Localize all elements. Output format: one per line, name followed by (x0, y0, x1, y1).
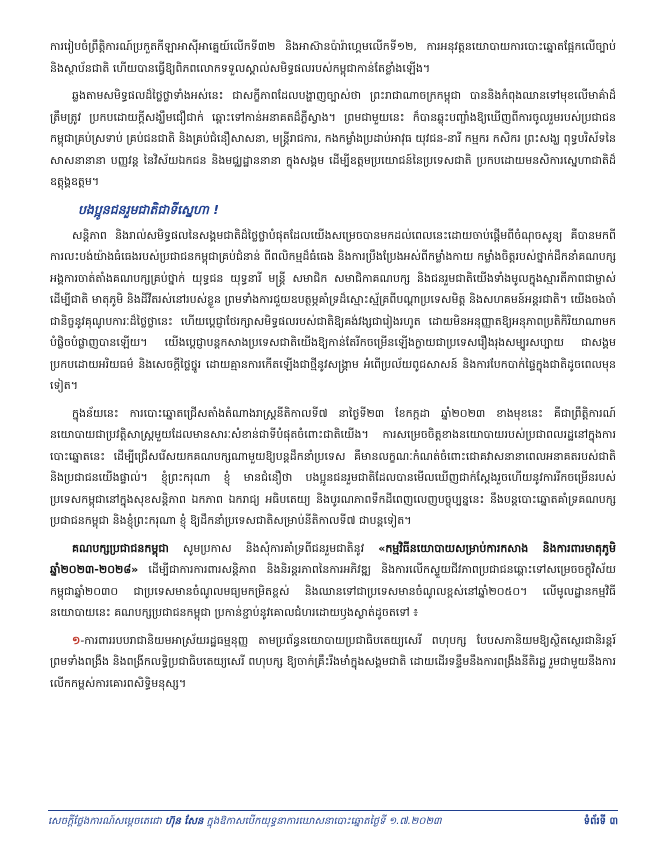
paragraph-6-text: -ការពាររបបរាជានិយមអាស្រ័យរដ្ឋធម្មនុញ្ញ តាមប្រព័ន្ធនយោបាយប្រជាធិបតេយ្យសេរី ពហុបក្ស បែបសភានិយមឱ្យស្ថិតស្ថេរជានិរន្តរ៍ ព្រមទាំងពង្រឹង និងពង្រីកលទ្ធិប្រជាធិបតេយ្យសេរី ពហុបក្ស ឱ្យចាក់គ្រឹះរឹងមាំក្នុងសង្គមជាតិ ដោយដើរទន្ទឹមនឹងការពង្រឹងនីតិរដ្ឋ រួមជាមួយនឹងការលើកកម្ពស់ការគោរពសិទ្ធិមនុស្ស។ (50, 633, 616, 690)
document-body (50, 36, 616, 700)
section-heading: បងប្អូនជនរួមជាតិជាទីស្នេហា ! (78, 201, 219, 217)
paragraph-4: ក្នុងន័យនេះ ការបោះឆ្នោតជ្រើសតាំងតំណាងរាស្ត្រនីតិកាលទី៧ នាថ្ងៃទី២៣ ខែកក្កដា ឆ្នាំ២០២៣ ខាងមុខនេះ គឺជាព្រឹត្តិការណ៍នយោបាយជាប្រវត្តិសាស្ត្រមួយដែលមានសារៈសំខាន់ជាទីបំផុតចំពោះជាតិយើង។ ការសម្រេចចិត្តខាងនយោបាយរបស់ប្រជាពលរដ្ឋនៅក្នុងការបោះឆ្នោតនេះ ដើម្បីជ្រើសរើសយកគណបក្សណាមួយឱ្យបន្តដឹកនាំប្រទេស គឺមានលក្ខណៈកំណត់ចំពោះជោគវាសនានាពេលអនាគតរបស់ជាតិ និងប្រជាជនយើងផ្ទាល់។ ខ្ញុំព្រះករុណា ខ្ញុំ មានជំនឿថា បងប្អូនជនរួមជាតិដែលបានមើលឃើញជាក់ស្តែងរួចហើយនូវការរីកចម្រើនរបស់ប្រទេសកម្ពុជានៅក្នុងសុខសន្តិភាព ឯកភាព ឯករាជ្យ អធិបតេយ្យ និងបូរណភាពទឹកដីពេញលេញបច្ចុប្បន្ននេះ នឹងបន្តបោះឆ្នោតគាំទ្រគណបក្សប្រជាជនកម្ពុជា និងខ្ញុំព្រះករុណា ខ្ញុំ ឱ្យដឹកនាំប្រទេសជាតិសម្រាប់នីតិកាលទី៧ ជាបន្តទៀត។ (50, 406, 616, 527)
program-title-bold: «កម្មវិធីនយោបាយសម្រាប់ការកសាង និងការពារមាតុភូមិឆ្នាំ២០២៣-២០២៨» (50, 541, 616, 576)
page-footer (48, 814, 618, 829)
paragraph-5 (50, 538, 616, 624)
paragraph-5-text-b: ដើម្បីជាការការពារសន្តិភាព និងនិរន្តរភាពនៃការអភិវឌ្ឍ និងការលើកស្ទួយជីវភាពប្រជាជនឆ្ពោះទៅសម្រេចចក្ខុវិស័យកម្ពុជាឆ្នាំ២០៣០ ជាប្រទេសមានចំណូលមធ្យមកម្រិតខ្ពស់ និងឈានទៅជាប្រទេសមានចំណូលខ្ពស់នៅឆ្នាំ២០៥០។ លើមូលដ្ឋានកម្មវិធីនយោបាយនេះ គណបក្សប្រជាជនកម្ពុជា ប្រកាន់ខ្ជាប់នូវគោលជំហរដោយឫងស្ងាត់ដូចតទៅ ៖ (50, 563, 616, 619)
footer-title-bold: ហ៊ុន សែន (164, 816, 204, 827)
footer-title-a: សេចក្តីថ្លែងការណ៍សម្តេចតេជោ (48, 816, 165, 827)
paragraph-1: ការរៀបចំព្រឹត្តិការណ៍ប្រកួតកីឡាអាស៊ីអាគ្នេយ៍លើកទី៣២ និងអាស៊ានប៉ារ៉ាហ្គេមលើកទី១២, ការអនុវត្តនយោបាយការបោះឆ្នោតផ្អែកលើច្បាប់ និងស្ថាប័នជាតិ ហើយបានធ្វើឱ្យពិភពលោកទទួលស្គាល់សមិទ្ធផលរបស់កម្ពុជាកាន់តែខ្លាំងឡើង។ (50, 40, 616, 75)
paragraph-2: ឆ្លងតាមសមិទ្ធផលដ៏ថ្លៃថ្លាទាំងអស់នេះ ជាសក្ខីភាពដែលបង្ហាញច្បាស់ថា ព្រះរាជាណាចក្រកម្ពុជា បាននិងកំពុងឈានទៅមុខលើមាគ៌ាដ៏ត្រឹមត្រូវ ប្រកបដោយក្តីសង្ឃឹមជឿជាក់ ឆ្ពោះទៅកាន់អនាគតដ៏ភ្លឺស្វាង។ ព្រមជាមួយនេះ ក៏បានឆ្លុះបញ្ចាំងឱ្យឃើញពីការចូលរួមរបស់ប្រជាជនកម្ពុជាគ្រប់ស្រទាប់ គ្រប់ជនជាតិ និងគ្រប់ជំនឿសាសនា, មន្ត្រីរាជការ, កងកម្លាំងប្រដាប់អាវុធ យុវជន-នារី កម្មករ កសិករ ព្រះសង្ឃ ពុទ្ធបរិស័ទនៃសាសនានានា បញ្ញវន្ត នៃវិស័យឯកជន និងមជ្ឈដ្ឋាននានា ក្នុងសង្គម ដើម្បីឧត្តមប្រយោជន៍នៃប្រទេសជាតិ ប្រកបដោយមនសិការស្នេហាជាតិដ៏ឧត្តុង្គឧត្តម។ (50, 89, 616, 188)
list-number: ១ (72, 633, 81, 647)
footer-divider (48, 810, 618, 811)
footer-title-b: ក្នុងឱកាសបើកយុទ្ធនាការឃោសនាបោះឆ្នោតថ្ងៃទី ១.៧.២០២៣ (203, 816, 442, 827)
paragraph-6 (50, 630, 616, 695)
footer-title (48, 814, 442, 829)
page-number: ទំព័រទី ៣ (583, 816, 618, 827)
party-name-bold: គណបក្សប្រជាជនកម្ពុជា (72, 541, 169, 555)
paragraph-3: សន្តិភាព និងរាល់សមិទ្ធផលនៃសង្គមជាតិដ៏ថ្លៃថ្លាបំផុតដែលយើងសម្រេចបានមកដល់ពេលនេះដោយចាប់ផ្តើមពីចំណុចសូន្យ គឺបានមកពីការលះបង់យ៉ាងធំធេងរបស់ប្រជាជនកម្ពុជាគ្រប់ជំនាន់ ពីពលិកម្មដ៏ធំធេង និងការប្រឹងប្រែងអស់ពីកម្លាំងកាយ កម្លាំងចិត្តរបស់ថ្នាក់ដឹកនាំគណបក្ស អង្គការចាត់តាំងគណបក្សគ្រប់ថ្នាក់ យុទ្ធជន យុទ្ធនារី មន្ត្រី សមាជិក សមាជិកាគណបក្ស និងជនរួមជាតិយើងទាំងមូលក្នុងស្មារតីភាពជាម្ចាស់ដើម្បីជាតិ មាតុភូមិ និងដីវីតរស់នៅរបស់ខ្លួន ព្រមទាំងការជួយឧបត្ថម្ភគាំទ្រដ៏ស្មោះស្ម័គ្រពីបណ្តាប្រទេសមិត្ត និងសហគមន៍អន្តរជាតិ។ យើងចងចាំជានិច្ចនូវគុណូបការៈដ៏ថ្លៃថ្លានេះ ហើយប្តេជ្ញាថែរក្សាសមិទ្ធផលរបស់ជាតិឱ្យគង់វង្សជារៀងរហូត ដោយមិនអនុញ្ញាតឱ្យអនុភាពប្រតិកិរិយាណាមកបំផ្លិចបំផ្លាញបានឡើយ។ យើងប្តេជ្ញាបន្តកសាងប្រទេសជាតិយើងឱ្យកាន់តែរីកចម្រើនឡើងក្លាយជាប្រទេសរឿងរុងសម្បូរសប្បាយ ជាសង្គមប្រកបដោយអរិយធម៌ និងសេចក្តីថ្លៃថ្នូរ ដោយគ្មានការកើតឡើងជាថ្មីនូវសង្គ្រាម អំពើប្រល័យពូជសាសន៍ និងការបែកបាក់ផ្ទៃក្នុងជាតិដូចពេលមុនទៀត។ (50, 228, 616, 392)
paragraph-5-text-a: សូមប្រកាស និងសុំការគាំទ្រពីជនរួមជាតិនូវ (168, 541, 379, 555)
